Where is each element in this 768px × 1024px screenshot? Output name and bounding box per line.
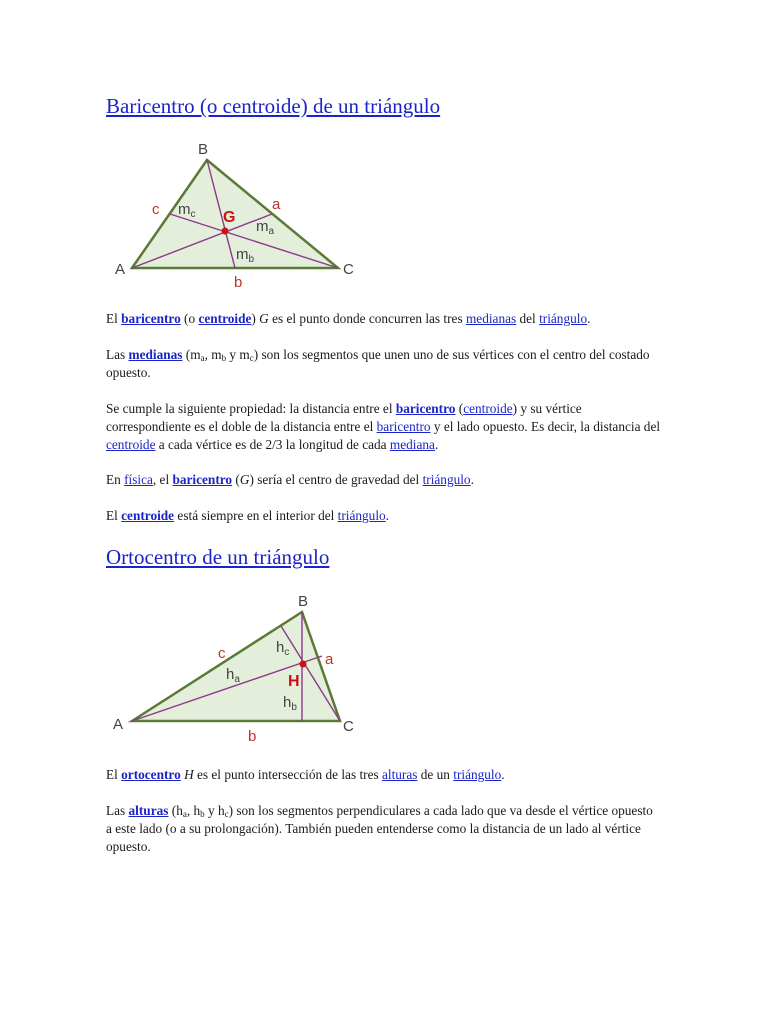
altitude-c-label: $h_c$: [276, 639, 290, 658]
centroid-label: G: [223, 209, 236, 226]
link-baricentro-3[interactable]: baricentro: [376, 419, 431, 434]
vertex-c-label: C: [343, 261, 354, 278]
median-a-label: $m_a$: [256, 218, 275, 237]
link-alturas[interactable]: alturas: [381, 767, 418, 782]
paragraph-interior: El centroide está siempre en el interior del triángulo.: [106, 508, 389, 523]
paragraph-alturas: Las alturas ($h_a$, $h_b$ y $h_c$) son los segmentos perpendiculares a cada lado que va desde el vértice opuesto a este lado (o a su prolongación). También pueden entenderse como la distancia de un lado al vértice opuesto.: [106, 803, 653, 854]
link-ortocentro[interactable]: ortocentro: [121, 767, 181, 782]
side-c-label: c: [152, 201, 160, 218]
median-b-label: $m_b$: [236, 246, 255, 265]
side-b-label-2: b: [248, 728, 257, 745]
side-a-label-2: a: [325, 651, 334, 668]
link-baricentro-4[interactable]: baricentro: [172, 472, 233, 487]
heading-ortocentro: Ortocentro de un triángulo: [106, 545, 330, 569]
orthocenter-point: [300, 661, 307, 668]
vertex-a-label-2: A: [113, 716, 124, 733]
altitude-b-label: $h_b$: [283, 694, 297, 713]
link-centroide-4[interactable]: centroide: [121, 508, 175, 523]
orthocenter-label: H: [288, 673, 300, 690]
vertex-b-label-2: B: [298, 593, 309, 610]
link-triangulo[interactable]: triángulo: [539, 311, 588, 326]
link-triangulo-4[interactable]: triángulo: [453, 767, 502, 782]
link-centroide-3[interactable]: centroide: [106, 437, 156, 452]
link-triangulo-3[interactable]: triángulo: [337, 508, 386, 523]
side-a-label: a: [272, 196, 281, 213]
paragraph-medianas: Las medianas ($m_a$, $m_b$ y $m_c$) son los segmentos que unen uno de sus vértices con el centro del costado opuesto.: [106, 347, 650, 380]
link-alturas-bold[interactable]: alturas: [128, 803, 169, 818]
vertex-a-label: A: [115, 261, 126, 278]
vertex-b-label: B: [198, 141, 209, 158]
paragraph-fisica: En física, el baricentro (G) sería el centro de gravedad del triángulo.: [106, 472, 474, 487]
link-triangulo-2[interactable]: triángulo: [422, 472, 471, 487]
altitude-a-label: $h_a$: [226, 666, 240, 685]
centroid-diagram: [106, 136, 376, 296]
side-b-label: b: [234, 274, 243, 291]
median-c-label: $m_c$: [178, 201, 196, 220]
link-medianas-bold[interactable]: medianas: [128, 347, 183, 362]
link-medianas[interactable]: medianas: [465, 311, 517, 326]
paragraph-ortocentro: El ortocentro H es el punto intersección de las tres alturas de un triángulo.: [106, 767, 505, 782]
link-fisica[interactable]: física: [124, 472, 153, 487]
heading-baricentro: Baricentro (o centroide) de un triángulo: [106, 94, 441, 118]
vertex-c-label-2: C: [343, 718, 354, 735]
centroid-point: [222, 228, 229, 235]
orthocenter-diagram: [106, 586, 376, 750]
side-c-label-2: c: [218, 645, 226, 662]
paragraph-propiedad: Se cumple la siguiente propiedad: la distancia entre el baricentro (centroide) y su vértice correspondiente es el doble de la distancia entre el baricentro y el lado opuesto. Es decir, la distancia del centroide a cada vértice es de 2/3 la longitud de cada mediana.: [106, 401, 661, 452]
paragraph-definition: El baricentro (o centroide) G es el punto donde concurren las tres medianas del triángulo.: [106, 311, 591, 326]
link-mediana[interactable]: mediana: [389, 437, 435, 452]
triangle-abc-2: [132, 612, 340, 721]
link-baricentro[interactable]: baricentro: [121, 311, 181, 326]
link-baricentro-2[interactable]: baricentro: [395, 401, 456, 416]
link-centroide-2[interactable]: centroide: [463, 401, 513, 416]
link-centroide[interactable]: centroide: [198, 311, 252, 326]
